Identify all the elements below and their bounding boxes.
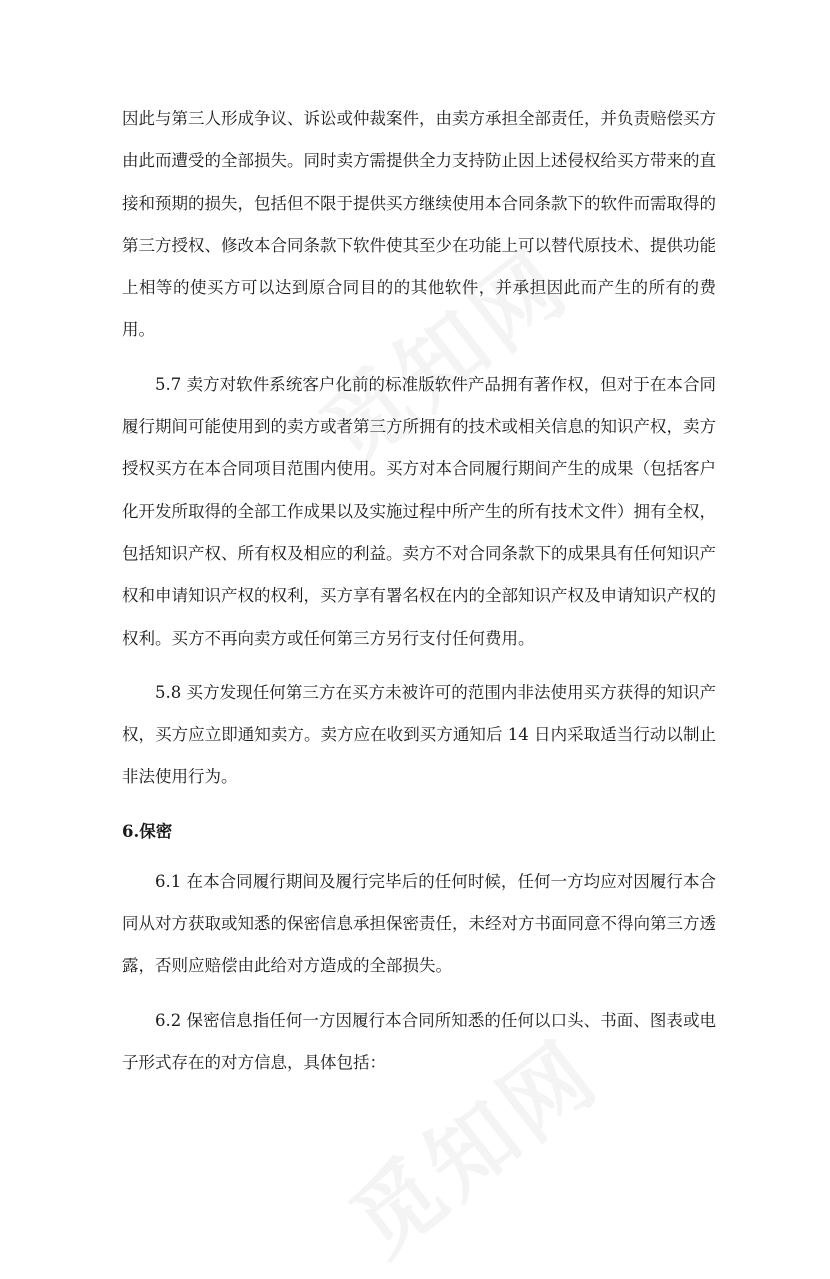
paragraph-continued: 因此与第三人形成争议、诉讼或仲裁案件，由卖方承担全部责任，并负责赔偿买方由此而遭受的全部损失。同时卖方需提供全力支持防止因上述侵权给买方带来的直接和预期的损失，包括但不限于提供买方继续使用本合同条款下的软件而需取得的第三方授权、修改本合同条款下软件使其至少在功能上可以替代原技术、提供功能上相等的使买方可以达到原合同目的的其他软件，并承担因此而产生的所有的费用。 [122,109,716,340]
document-body [122,98,716,1096]
paragraph-6-2: 6.2 保密信息指任何一方因履行本合同所知悉的任何以口头、书面、图表或电子形式存在的对方信息，具体包括： [122,1010,716,1072]
section-heading-confidentiality: 6.保密 [122,821,173,841]
paragraph-5-8: 5.8 买方发现任何第三方在买方未被许可的范围内非法使用买方获得的知识产权，买方应立即通知卖方。卖方应在收到买方通知后 14 日内采取适当行动以制止非法使用行为。 [122,682,716,787]
paragraph-6-1: 6.1 在本合同履行期间及履行完毕后的任何时候，任何一方均应对因履行本合同从对方获取或知悉的保密信息承担保密责任，未经对方书面同意不得向第三方透露，否则应赔偿由此给对方造成的全部损失。 [122,871,716,976]
paragraph-5-7: 5.7 卖方对软件系统客户化前的标准版软件产品拥有著作权，但对于在本合同履行期间可能使用到的卖方或者第三方所拥有的技术或相关信息的知识产权，卖方授权买方在本合同项目范围内使用。买方对本合同履行期间产生的成果（包括客户化开发所取得的全部工作成果以及实施过程中所产生的所有技术文件）拥有全权，包括知识产权、所有权及相应的利益。卖方不对合同条款下的成果具有任何知识产权和申请知识产权的权利，买方享有署名权在内的全部知识产权及申请知识产权的权利。买方不再向卖方或任何第三方另行支付任何费用。 [122,374,716,648]
